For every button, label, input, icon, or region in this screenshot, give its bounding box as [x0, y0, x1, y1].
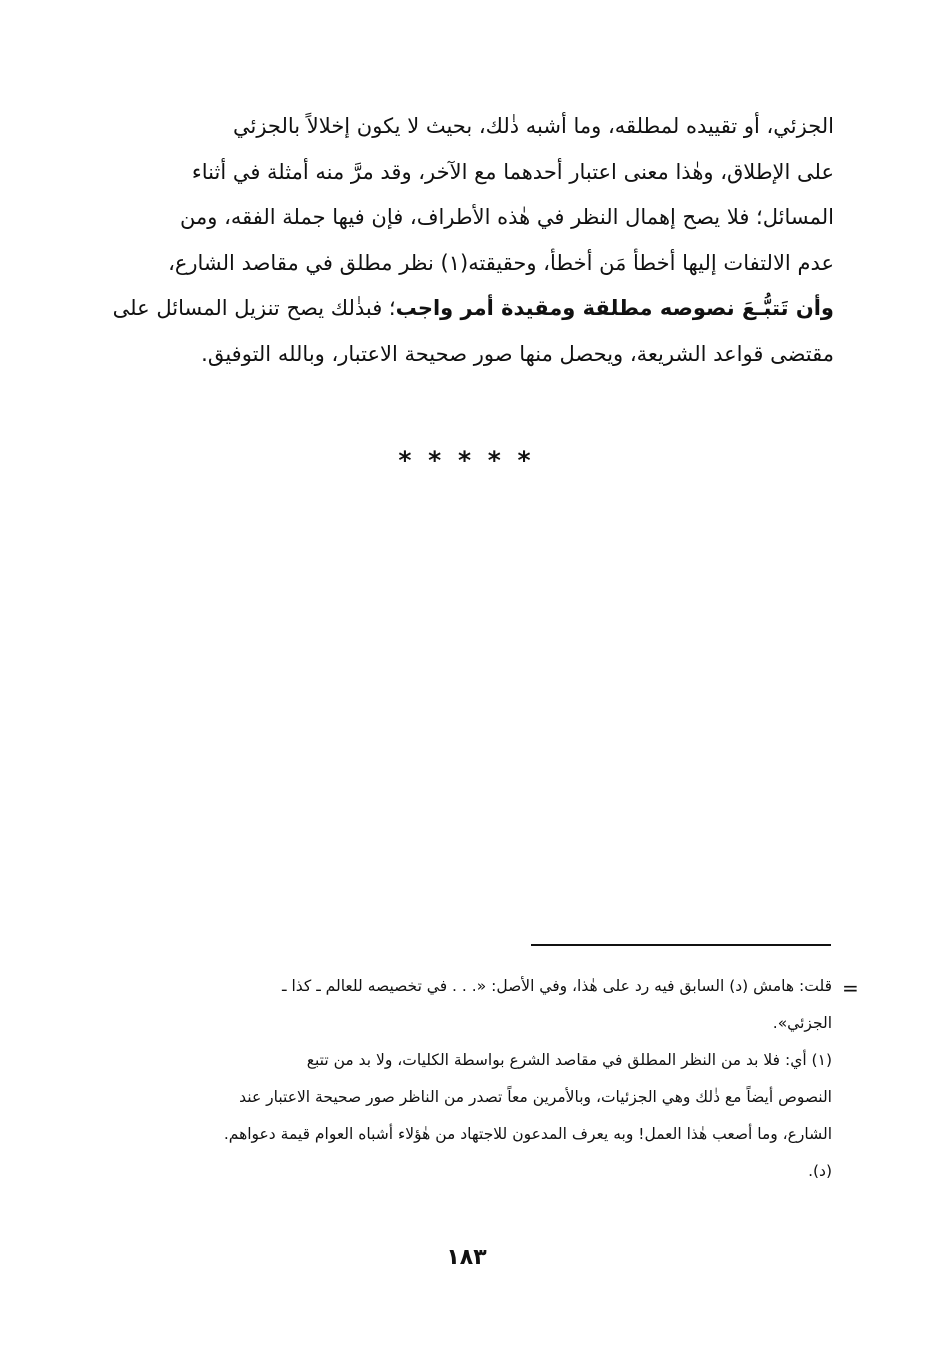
footnote-line-3: (١) أي: فلا بد من النظر المطلق في مقاصد الشرع بواسطة الكليات، ولا بد من تتبع: [306, 1051, 832, 1069]
footnote-divider: [531, 944, 831, 946]
bold-phrase: وأن تَتبُّـعَ نصوصه مطلقة ومقيدة أمر واجب: [395, 296, 834, 320]
body-line-4: عدم الالتفات إليها أخطأ مَن أخطأ، وحقيقته(١) نظر مطلق في مقاصد الشارع،: [168, 250, 834, 275]
footnote-line-2: الجزئي».: [772, 1014, 832, 1032]
footnote-line-6: (د).: [808, 1162, 832, 1180]
footnote-line-1: قلت: هامش (د) السابق فيه رد على هٰذا، وفي الأصل: «. . . في تخصيصه للعالم ـ كذا ـ: [281, 977, 832, 995]
footnote-line-5: الشارع، وما أصعب هٰذا العمل! وبه يعرف المدعون للاجتهاد من هٰؤلاء أشباه العوام قيمة دعواهم.: [223, 1125, 832, 1143]
footnotes: [108, 968, 832, 1190]
footnote-continuation-mark: =: [842, 976, 859, 1000]
body-line-3: المسائل؛ فلا يصح إهمال النظر في هٰذه الأطراف، فإن فيها جملة الفقه، ومن: [180, 205, 834, 229]
body-line-1: الجزئي، أو تقييده لمطلقه، وما أشبه ذٰلك، بحيث لا يكون إخلالاً بالجزئي: [233, 114, 834, 138]
body-line-2: على الإطلاق، وهٰذا معنى اعتبار أحدهما مع الآخر، وقد مرَّ منه أمثلة في أثناء: [191, 159, 834, 184]
footnote-line-4: النصوص أيضاً مع ذٰلك وهي الجزئيات، وبالأمرين معاً تصدر من الناظر صور صحيحة الاعتبار عند: [239, 1088, 832, 1106]
body-line-5-rest: ؛ فبذٰلك يصح تنزيل المسائل على: [112, 296, 396, 320]
body-line-5: [112, 286, 834, 332]
page-number: ١٨٣: [446, 1245, 487, 1270]
main-body-text: [112, 104, 834, 377]
section-separator-stars: * * * * *: [398, 446, 535, 475]
body-line-6: مقتضى قواعد الشريعة، ويحصل منها صور صحيحة الاعتبار، وبالله التوفيق.: [201, 341, 834, 366]
